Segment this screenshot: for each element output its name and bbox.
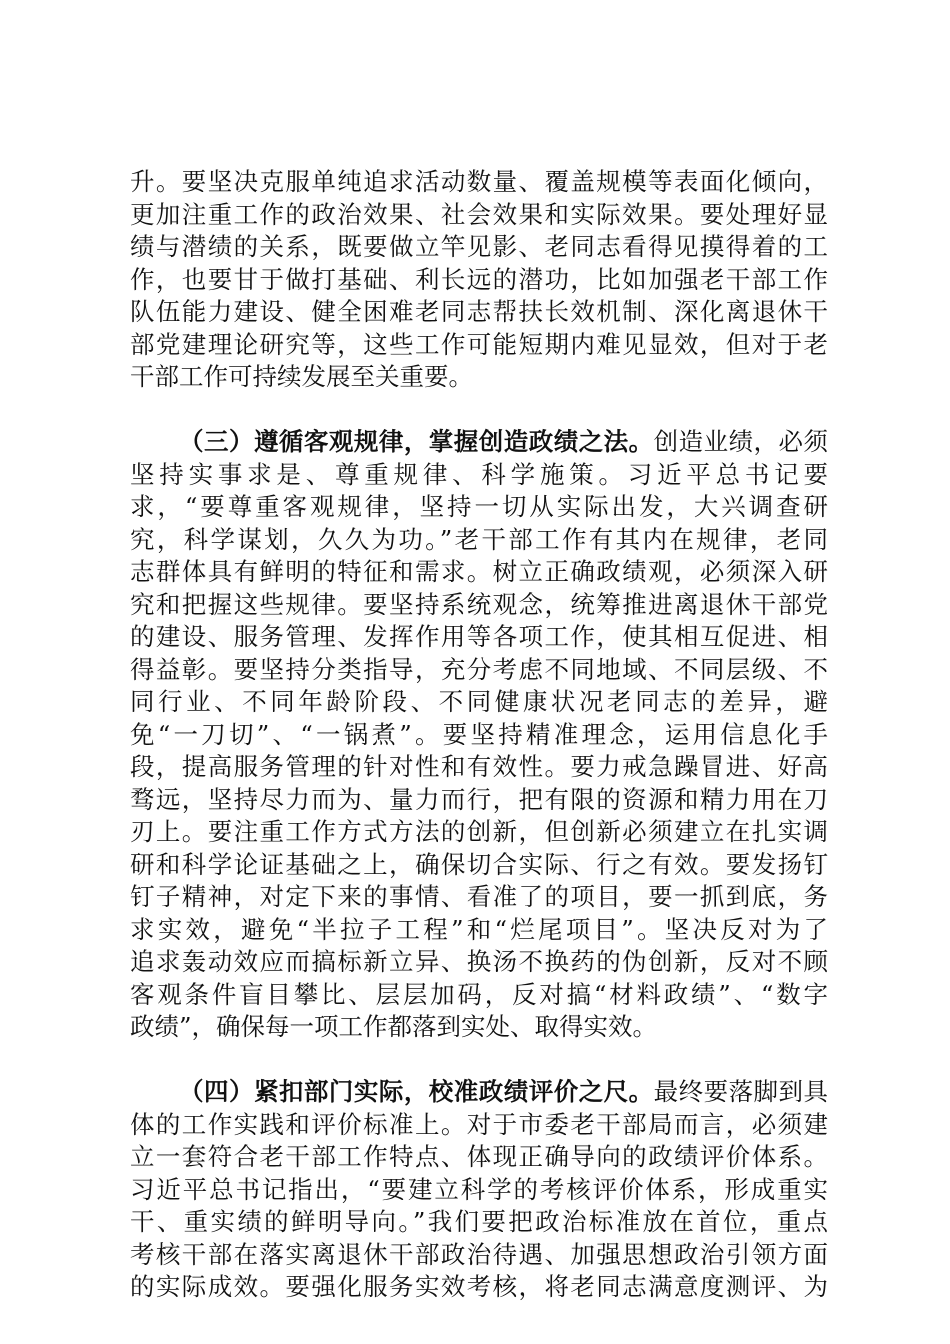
paragraph-spacer (130, 1044, 828, 1077)
text-line: 考核干部在落实离退休干部政治待遇、加强思想政治引领方面 (130, 1239, 828, 1269)
text-line: 究，科学谋划，久久为功。”老干部工作有其内在规律，老同 (130, 524, 828, 554)
text-line: 的实际成效。要强化服务实效考核，将老同志满意度测评、为 (130, 1272, 828, 1301)
text-line: 习近平总书记指出，“要建立科学的考核评价体系，形成重实 (130, 1174, 828, 1204)
section-heading: （三）遵循客观规律，掌握创造政绩之法。 (179, 427, 654, 456)
text-line: 干部工作可持续发展至关重要。 (130, 362, 473, 391)
text-line: 求，“要尊重客观规律，坚持一切从实际出发，大兴调查研 (130, 492, 828, 521)
text-line: 干、重实绩的鲜明导向。”我们要把政治标准放在首位，重点 (130, 1207, 828, 1236)
paragraph-2 (130, 426, 828, 1044)
text-line: 追求轰动效应而搞标新立异、换汤不换药的伪创新，反对不顾 (130, 947, 828, 976)
text-line: 骛远，坚持尽力而为、量力而行，把有限的资源和精力用在刀 (130, 784, 828, 814)
paragraph-first-line (130, 426, 828, 459)
text-run: 最终要落脚到具 (653, 1077, 829, 1106)
text-line: 客观条件盲目攀比、层层加码，反对搞“材料政绩”、“数字 (130, 979, 828, 1009)
text-line: 刃上。要注重工作方式方法的创新，但创新必须建立在扎实调 (130, 817, 828, 846)
text-line: 的建设、服务管理、发挥作用等各项工作，使其相互促进、相 (130, 622, 828, 651)
text-line: 体的工作实践和评价标准上。对于市委老干部局而言，必须建 (130, 1109, 828, 1139)
text-line: 绩与潜绩的关系，既要做立竿见影、老同志看得见摸得着的工 (130, 232, 828, 261)
text-line: 究和把握这些规律。要坚持系统观念，统筹推进离退休干部党 (130, 589, 828, 619)
paragraph-3 (130, 1076, 828, 1304)
text-line: 队伍能力建设、健全困难老同志帮扶长效机制、深化离退休干 (130, 297, 828, 326)
document-page (130, 166, 828, 1304)
text-run: 创造业绩，必须 (653, 427, 829, 456)
text-line: 部党建理论研究等，这些工作可能短期内难见显效，但对于老 (130, 329, 828, 359)
paragraph-spacer (130, 394, 828, 427)
text-line: 钉子精神，对定下来的事情、看准了的项目，要一抓到底，务 (130, 882, 828, 911)
text-line: 段，提高服务管理的针对性和有效性。要力戒急躁冒进、好高 (130, 752, 828, 781)
text-line: 更加注重工作的政治效果、社会效果和实际效果。要处理好显 (130, 199, 828, 229)
text-line: 坚持实事求是、尊重规律、科学施策。习近平总书记要 (130, 459, 828, 489)
text-line: 免“一刀切”、“一锅煮”。要坚持精准理念，运用信息化手 (130, 719, 828, 749)
text-line: 求实效，避免“半拉子工程”和“烂尾项目”。坚决反对为了 (130, 914, 828, 944)
text-line: 志群体具有鲜明的特征和需求。树立正确政绩观，必须深入研 (130, 557, 828, 586)
text-line: 升。要坚决克服单纯追求活动数量、覆盖规模等表面化倾向， (130, 167, 828, 196)
paragraph-1 (130, 166, 828, 394)
text-line: 研和科学论证基础之上，确保切合实际、行之有效。要发扬钉 (130, 849, 828, 879)
text-line: 政绩”，确保每一项工作都落到实处、取得实效。 (130, 1012, 658, 1041)
text-line: 作，也要甘于做打基础、利长远的潜功，比如加强老干部工作 (130, 264, 828, 294)
text-line: 立一套符合老干部工作特点、体现正确导向的政绩评价体系。 (130, 1142, 828, 1171)
section-heading: （四）紧扣部门实际，校准政绩评价之尺。 (179, 1077, 654, 1106)
text-line: 得益彰。要坚持分类指导，充分考虑不同地域、不同层级、不 (130, 654, 828, 684)
paragraph-first-line (130, 1076, 828, 1109)
text-line: 同行业、不同年龄阶段、不同健康状况老同志的差异，避 (130, 687, 828, 716)
